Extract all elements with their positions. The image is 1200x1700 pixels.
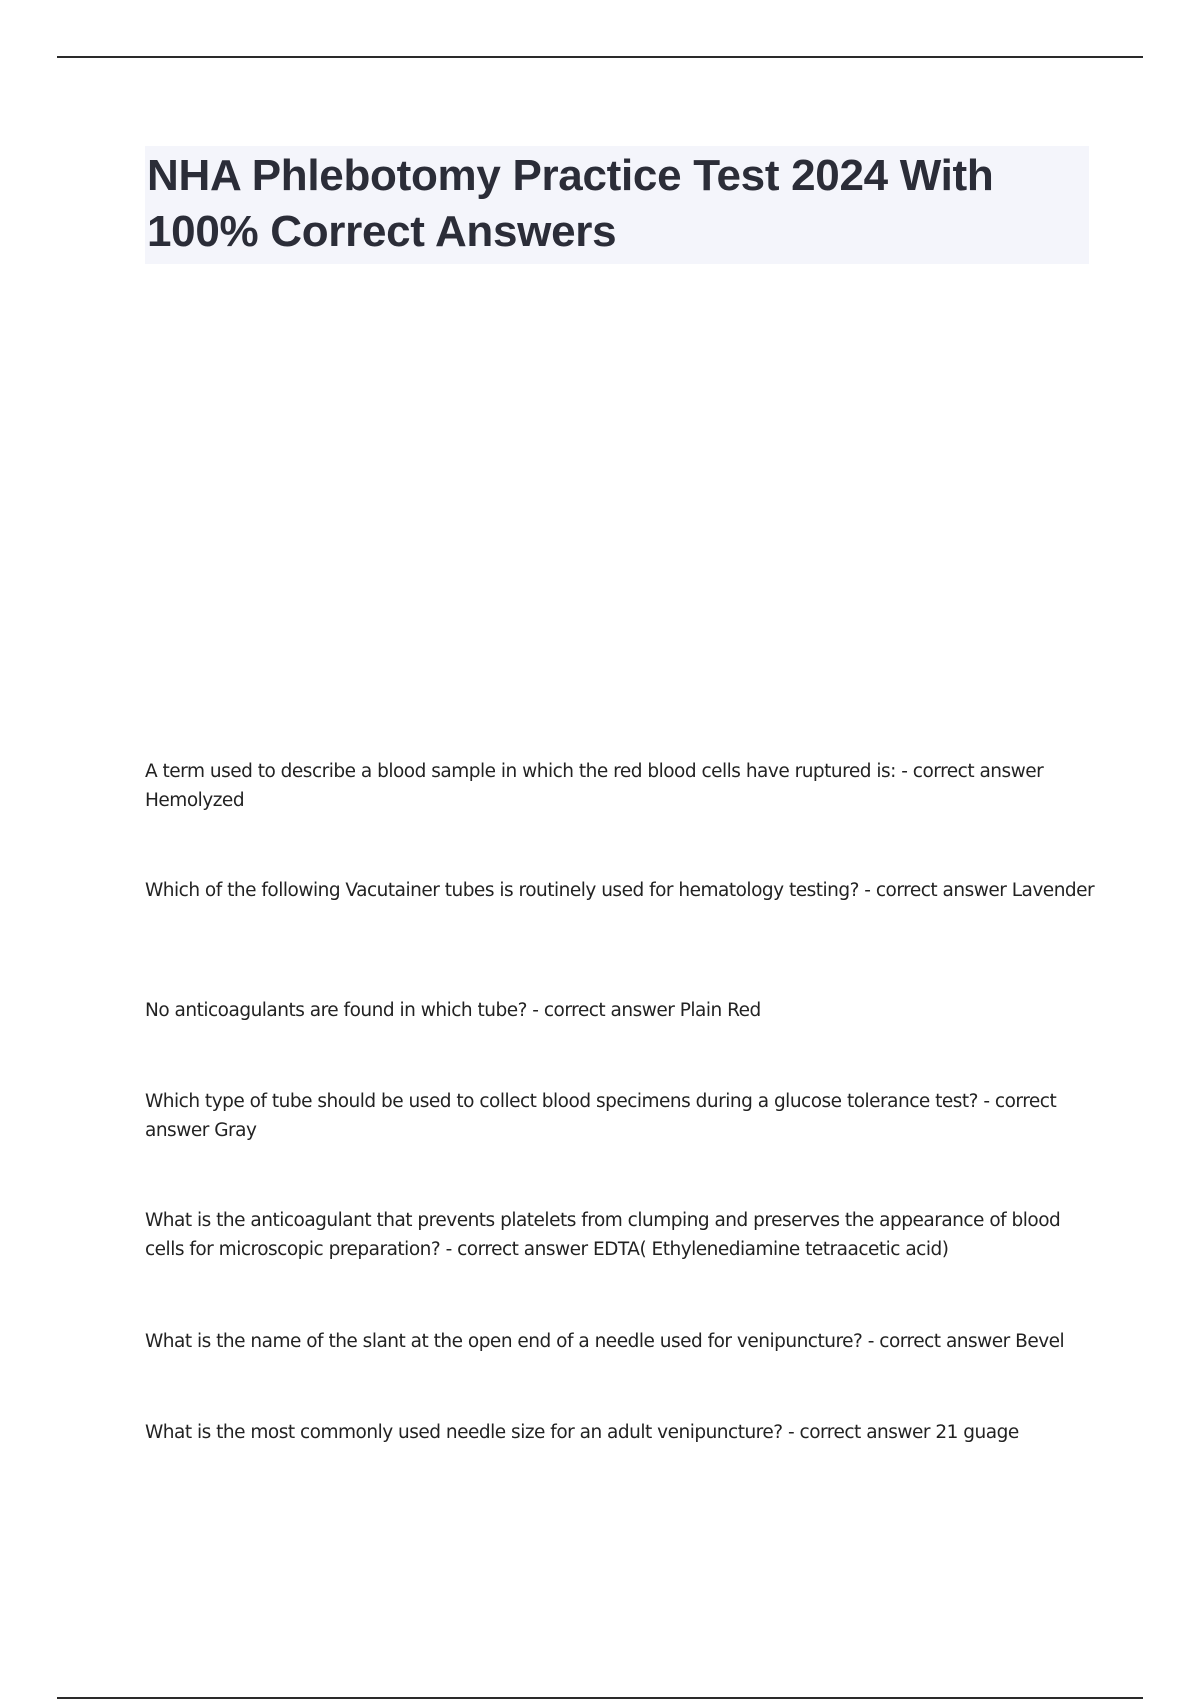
qa-item-6 (145, 1327, 1095, 1356)
answer-separator: - correct answer (782, 1422, 936, 1443)
qa-item-5 (145, 1206, 1095, 1264)
question-text: What is the name of the slant at the open end of a needle used for venipuncture? (145, 1331, 863, 1352)
bottom-divider (57, 1697, 1143, 1699)
question-text: Which type of tube should be used to collect blood specimens during a glucose tolerance test? (145, 1091, 978, 1112)
answer-separator: - correct answer (862, 1331, 1016, 1352)
answer-text: Bevel (1015, 1331, 1065, 1352)
answer-text: Gray (214, 1120, 257, 1141)
answer-text: 21 guage (935, 1422, 1019, 1443)
question-text: A term used to describe a blood sample in which the red blood cells have ruptured is: (145, 761, 896, 782)
question-text: Which of the following Vacutainer tubes is routinely used for hematology testing? (145, 880, 859, 901)
question-text: No anticoagulants are found in which tube? (145, 1000, 527, 1021)
question-text: What is the most commonly used needle size for an adult venipuncture? (145, 1422, 783, 1443)
answer-separator: - correct answer (145, 1091, 1057, 1141)
answer-separator: - correct answer (858, 880, 1012, 901)
answer-text: Lavender (1011, 880, 1095, 901)
document-title: NHA Phlebotomy Practice Test 2024 With 100% Correct Answers (147, 151, 994, 256)
answer-separator: - correct answer (526, 1000, 680, 1021)
title-block (145, 146, 1089, 264)
qa-item-3 (145, 996, 1095, 1025)
qa-item-4 (145, 1087, 1095, 1145)
qa-item-7 (145, 1418, 1095, 1447)
answer-separator: - correct answer (895, 761, 1044, 782)
answer-text: Plain Red (679, 1000, 761, 1021)
answer-separator: - correct answer (440, 1239, 593, 1260)
question-text: What is the anticoagulant that prevents platelets from clumping and preserves the appearance of blood cells for microscopic preparation? (145, 1210, 1061, 1260)
top-divider (57, 56, 1143, 58)
answer-text: EDTA( Ethylenediamine tetraacetic acid) (592, 1239, 949, 1260)
qa-item-1 (145, 757, 1095, 815)
answer-text: Hemolyzed (145, 790, 245, 811)
qa-item-2 (145, 876, 1095, 905)
